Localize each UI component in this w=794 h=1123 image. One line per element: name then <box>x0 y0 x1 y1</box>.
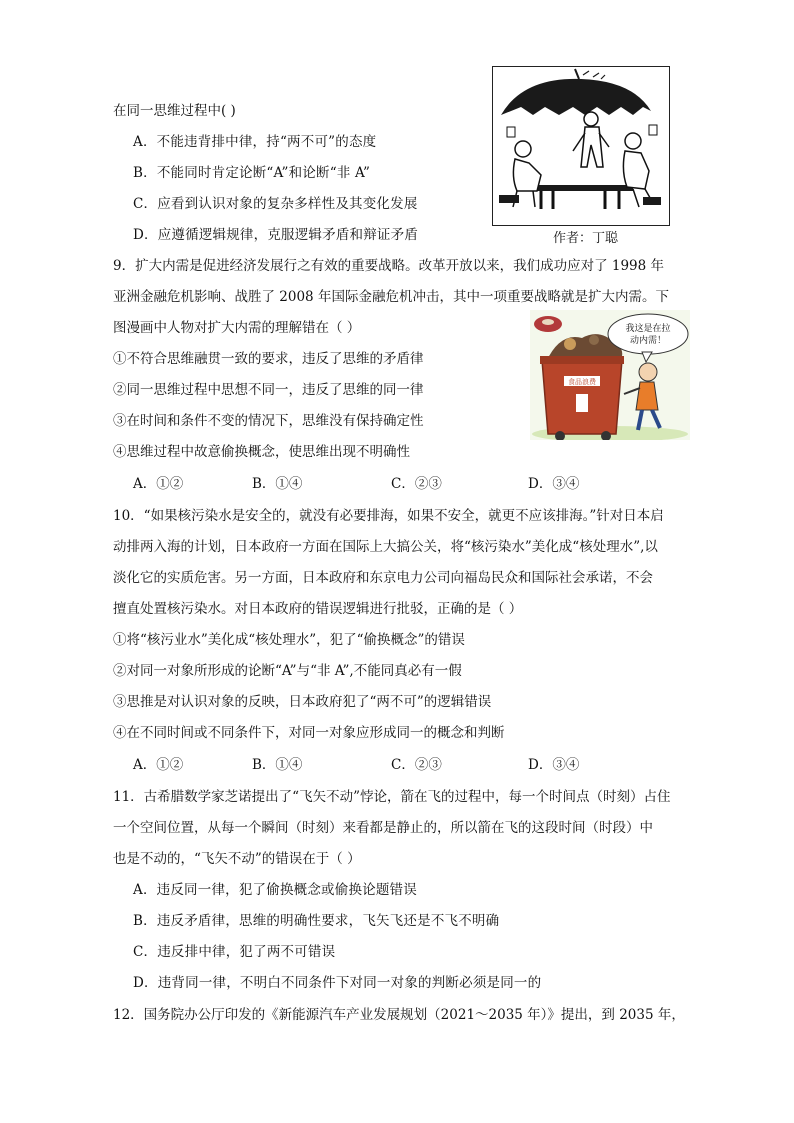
q11-stem-line-1: 11．古希腊数学家芝诺提出了“飞矢不动”悖论，箭在飞的过程中，每一个时间点（时刻）占住 <box>113 789 671 805</box>
q9-choice-b: B．①④ <box>252 476 303 492</box>
q9-choice-a: A．①② <box>133 476 184 492</box>
bubble-line-2: 动内需！ <box>629 336 667 346</box>
q9-choice-d: D．③④ <box>528 476 580 492</box>
q10-choice-a: A．①② <box>133 757 184 773</box>
q10-item-2: ②对同一对象所形成的论断“A”与“非 A”,不能同真必有一假 <box>113 663 462 679</box>
q9-item-3: ③在时间和条件不变的情况下，思维没有保持确定性 <box>113 413 424 429</box>
q10-item-4: ④在不同时间或不同条件下，对同一对象应形成同一的概念和判断 <box>113 725 505 741</box>
cartoon-food-waste-image <box>530 310 690 440</box>
q8-stem: 在同一思维过程中( ) <box>113 103 236 119</box>
q10-choice-c: C．②③ <box>391 757 442 773</box>
q8-option-b: B．不能同时肯定论断“A”和论断“非 A” <box>133 165 371 181</box>
q11-option-d: D．违背同一律，不明白不同条件下对同一对象的判断必须是同一的 <box>133 975 542 991</box>
q11-option-a: A．违反同一律，犯了偷换概念或偷换论题错误 <box>133 882 417 898</box>
cartoon-umbrella-image <box>492 66 670 226</box>
q9-stem-line-3: 图漫画中人物对扩大内需的理解错在（ ） <box>113 320 361 336</box>
q10-choice-b: B．①④ <box>252 757 303 773</box>
q9-item-4: ④思维过程中故意偷换概念，使思维出现不明确性 <box>113 444 410 460</box>
q9-choice-c: C．②③ <box>391 476 442 492</box>
q10-choice-d: D．③④ <box>528 757 580 773</box>
q9-item-1: ①不符合思维融贯一致的要求，违反了思维的矛盾律 <box>113 351 424 367</box>
q10-stem-line-1: 10．“如果核污染水是安全的，就没有必要排海，如果不安全，就更不应该排海。”针对日本启 <box>113 508 664 524</box>
q10-stem-line-2: 动排两入海的计划，日本政府一方面在国际上大搞公关，将“核污染水”美化成“核处理水”,以 <box>113 539 658 555</box>
q8-option-a: A．不能违背排中律，持“两不可”的态度 <box>133 134 377 150</box>
bin-label: 食品浪费 <box>568 378 596 386</box>
bubble-line-1: 我这是在拉 <box>625 324 671 334</box>
q9-item-2: ②同一思维过程中思想不同一，违反了思维的同一律 <box>113 382 424 398</box>
q10-stem-line-3: 淡化它的实质危害。另一方面，日本政府和东京电力公司向福岛民众和国际社会承诺，不会 <box>113 570 653 586</box>
q10-item-1: ①将“核污业水”美化成“核处理水”，犯了“偷换概念”的错误 <box>113 632 465 648</box>
q10-stem-line-4: 擅直处置核污染水。对日本政府的错误逻辑进行批驳，正确的是（ ） <box>113 601 523 617</box>
q11-stem-line-3: 也是不动的，“飞矢不动”的错误在于（ ） <box>113 851 361 867</box>
q11-stem-line-2: 一个空间位置，从每一个瞬间（时刻）来看都是静止的，所以箭在飞的这段时间（时段）中 <box>113 820 653 836</box>
q8-option-c: C．应看到认识对象的复杂多样性及其变化发展 <box>133 196 418 212</box>
q10-item-3: ③思推是对认识对象的反映，日本政府犯了“两不可”的逻辑错误 <box>113 694 492 710</box>
q12-stem-line-1: 12．国务院办公厅印发的《新能源汽车产业发展规划（2021～2035 年）》提出，到 2035 年， <box>113 1007 685 1023</box>
q11-option-b: B．违反矛盾律，思维的明确性要求，飞矢飞还是不飞不明确 <box>133 913 500 929</box>
q11-option-c: C．违反排中律，犯了两不可错误 <box>133 944 336 960</box>
cartoon-caption: 作者：丁聪 <box>553 231 619 246</box>
q8-option-d: D．应遵循逻辑规律，克服逻辑矛盾和辩证矛盾 <box>133 227 419 243</box>
q9-stem-line-2: 亚洲金融危机影响、战胜了 2008 年国际金融危机冲击，其中一项重要战略就是扩大内需。下 <box>113 289 669 305</box>
q9-stem-line-1: 9．扩大内需是促进经济发展行之有效的重要战略。改革开放以来，我们成功应对了 1998 年 <box>113 258 665 274</box>
